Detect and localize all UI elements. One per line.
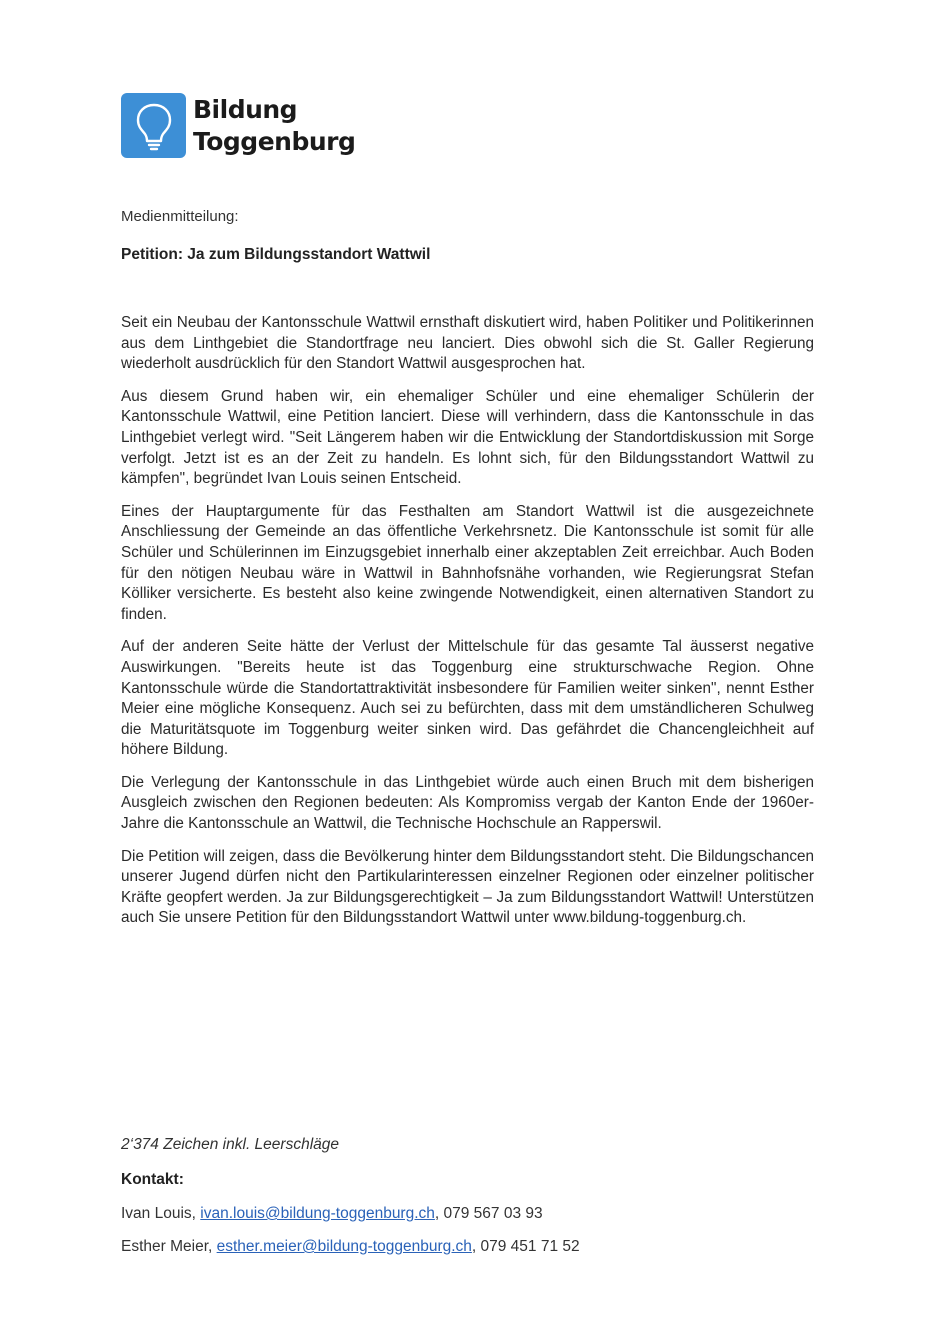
headline: Petition: Ja zum Bildungsstandort Wattwil <box>121 246 431 263</box>
body-text <box>121 313 814 941</box>
paragraph: Die Verlegung der Kantonsschule in das Linthgebiet würde auch einen Bruch mit dem bisherigen Ausgleich zwischen den Regionen bedeuten: Als Kompromiss vergab der Kanton Ende der 1960er-Jahre die Kantonsschule an Wattwil, die Technische Hochschule an Rapperswil. <box>121 773 814 833</box>
contact-phone: , 079 567 03 93 <box>434 1205 543 1222</box>
paragraph: Aus diesem Grund haben wir, ein ehemaliger Schüler und eine ehemaliger Schülerin der Kantonsschule Wattwil, eine Petition lanciert. Diese will verhindern, dass die Kantonsschule in das Linthgebiet verlegt wird. "Seit Längerem haben wir die Entwicklung der Standortdiskussion mit Sorge verfolgt. Jetzt ist es an der Zeit zu handeln. Es lohnt sich, für den Bildungsstandort Wattwil zu kämpfen", begründet Ivan Louis seinen Entscheid. <box>121 387 814 488</box>
paragraph: Eines der Hauptargumente für das Festhalten am Standort Wattwil ist die ausgezeichnete Anschliessung der Gemeinde an das öffentliche Verkehrsnetz. Die Kantonsschule ist somit für alle Schüler und Schülerinnen im Einzugsgebiet innerhalb einer akzeptablen Zeit erreichbar. Auch Boden für den nötigen Neubau wäre in Wattwil in Bahnhofsnähe vorhanden, wie Regierungsrat Stefan Kölliker versicherte. Es besteht also keine zwingende Notwendigkeit, einen alternativen Standort zu finden. <box>121 502 814 623</box>
contact-name: Ivan Louis, <box>121 1205 196 1222</box>
logo-line-2: Toggenburg <box>193 126 356 156</box>
email-link-ivan[interactable]: ivan.louis@bildung-toggenburg.ch <box>200 1205 435 1222</box>
email-link-esther[interactable]: esther.meier@bildung-toggenburg.ch <box>216 1238 472 1255</box>
lightbulb-icon <box>121 93 186 158</box>
logo-line-1: Bildung <box>193 94 298 124</box>
contact-title: Kontakt: <box>121 1171 184 1188</box>
character-count: 2‘374 Zeichen inkl. Leerschläge <box>121 1136 339 1153</box>
paragraph: Auf der anderen Seite hätte der Verlust der Mittelschule für das gesamte Tal äusserst negative Auswirkungen. "Bereits heute ist das Toggenburg eine strukturschwache Region. Ohne Kantonsschule würde die Standortattraktivität insbesondere für Familien weiter sinken", nennt Esther Meier eine mögliche Konsequenz. Auch sei zu befürchten, dass mit dem umständlicheren Schulweg die Maturitätsquote im Toggenburg weiter sinken wird. Das gefährdet die Chancengleichheit auf höhere Bildung. <box>121 638 814 759</box>
paragraph: Seit ein Neubau der Kantonsschule Wattwil ernsthaft diskutiert wird, haben Politiker und Politikerinnen aus dem Linthgebiet die Standortfrage neu lanciert. Dies obwohl sich die St. Galler Regierung wiederholt ausdrücklich für den Standort Wattwil ausgesprochen hat. <box>121 314 814 373</box>
contact-name: Esther Meier, <box>121 1238 213 1255</box>
contact-line-ivan <box>121 1205 543 1223</box>
contact-phone: , 079 451 71 52 <box>471 1238 580 1255</box>
document-label: Medienmitteilung: <box>121 208 239 225</box>
logo-text <box>193 94 355 158</box>
logo <box>121 93 355 158</box>
paragraph: Die Petition will zeigen, dass die Bevölkerung hinter dem Bildungsstandort steht. Die Bildungschancen unserer Jugend dürfen nicht den Partikularinteressen einzelner Regionen oder einzelner politischer Kräfte geopfert werden. Ja zur Bildungsgerechtigkeit – Ja zum Bildungsstandort Wattwil! Unterstützen auch Sie unsere Petition für den Bildungsstandort Wattwil unter www.bildung-toggenburg.ch. <box>121 847 814 927</box>
contact-line-esther <box>121 1238 580 1256</box>
